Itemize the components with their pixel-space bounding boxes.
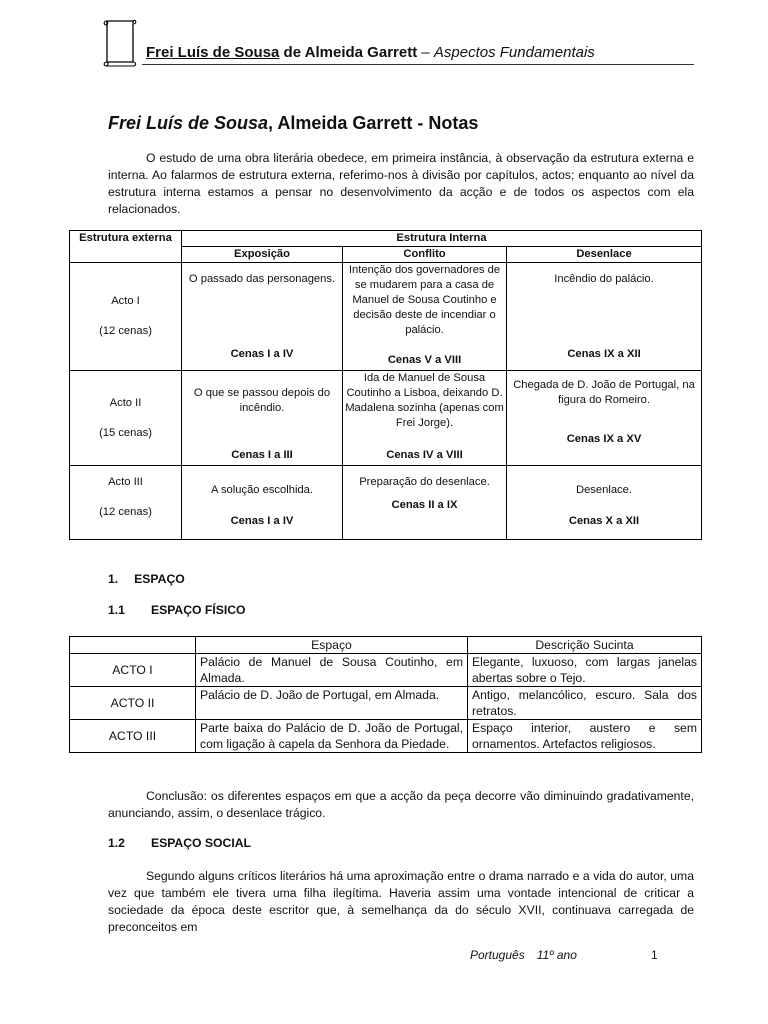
- col-desc: Descrição Sucinta: [468, 637, 702, 654]
- conflito-cenas: Cenas IV a VIII: [386, 449, 463, 461]
- header-subtitle: Aspectos Fundamentais: [433, 44, 595, 61]
- section-1-1-number: 1.1: [108, 603, 125, 617]
- conflito-cell: [343, 371, 507, 466]
- table-row: [70, 654, 702, 687]
- table-row: [70, 687, 702, 720]
- section-1-2-number: 1.2: [108, 836, 125, 850]
- header-connector: de Almeida Garrett: [283, 44, 418, 61]
- header-dash: –: [421, 44, 430, 61]
- footer-subject-text: Português: [470, 948, 525, 962]
- page-number: 1: [651, 948, 658, 962]
- space-desc: Espaço interior, austero e sem ornamentos. Artefactos religiosos.: [468, 720, 702, 753]
- desenlace-text: Incêndio do palácio.: [554, 273, 654, 285]
- header-title: [146, 44, 595, 61]
- footer-year: 11º ano: [536, 948, 577, 962]
- social-text: Segundo alguns críticos literários há uma aproximação entre o drama narrado e a vida do autor, uma vez que também ele tivera uma filha ilegítima. Haveria assim uma vontade intencional de criticar a sociedade da época deste escritor que, à semelhança da do século XVII, continuava carregada de preconceitos em: [108, 869, 694, 934]
- desenlace-cell: [507, 263, 702, 371]
- title-work: Frei Luís de Sousa: [108, 113, 269, 133]
- col-space: Espaço: [196, 637, 468, 654]
- act-label: Acto II: [109, 396, 142, 409]
- conflito-cenas: Cenas II a IX: [391, 499, 458, 511]
- exposicao-cell: [182, 371, 343, 466]
- conclusion-text: Conclusão: os diferentes espaços em que a acção da peça decorre vão diminuindo gradativamente, anunciando, assim, o desenlace trágico.: [108, 789, 694, 820]
- col-desenlace: Desenlace: [507, 247, 702, 263]
- header-rule: [142, 64, 694, 65]
- desenlace-cenas: Cenas IX a XV: [566, 433, 642, 445]
- exposicao-text: O passado das personagens.: [188, 273, 336, 285]
- space-text: Palácio de Manuel de Sousa Coutinho, em Almada.: [196, 654, 468, 687]
- act-label: Acto I: [111, 295, 140, 307]
- social-paragraph: [108, 868, 694, 936]
- space-table: [69, 636, 702, 753]
- desenlace-text: Desenlace.: [576, 484, 632, 496]
- desenlace-text: Chegada de D. João de Portugal, na figura do Romeiro.: [513, 379, 695, 406]
- conflito-cell: [343, 263, 507, 371]
- section-1-heading: [108, 572, 185, 586]
- exposicao-cenas: Cenas I a IV: [230, 348, 294, 360]
- section-1-1-label: ESPAÇO FÍSICO: [150, 603, 246, 617]
- structure-table: [69, 230, 702, 540]
- exposicao-text: A solução escolhida.: [211, 484, 313, 496]
- act-scenes: (12 cenas): [99, 325, 152, 337]
- conflito-cenas: Cenas V a VIII: [387, 354, 462, 366]
- intro-text: O estudo de uma obra literária obedece, em primeira instância, à observação da estrutura externa e interna. Ao falarmos de estrutura externa, referimo-nos à divisão por capítulos, actos; enquanto ao nível da estrutura interna estamos a pensar no desenvolvimento da acção e de todos os aspectos com ela relacionados.: [108, 151, 694, 216]
- space-text: Parte baixa do Palácio de D. João de Portugal, com ligação à capela da Senhora da Piedade.: [196, 720, 468, 753]
- exposicao-text: O que se passou depois do incêndio.: [193, 387, 331, 414]
- act-scenes: (15 cenas): [99, 426, 152, 439]
- exposicao-cell: [182, 263, 343, 371]
- footer-subject: [470, 948, 577, 962]
- exposicao-cenas: Cenas I a IV: [230, 515, 294, 527]
- col-exposicao: Exposição: [182, 247, 343, 263]
- act-label: Acto III: [108, 476, 143, 488]
- conflito-text: Intenção dos governadores de se mudarem para a casa de Manuel de Sousa Coutinho e decisão deste de incendiar o palácio.: [348, 264, 501, 336]
- section-1-label: ESPAÇO: [134, 572, 185, 586]
- act-cell: [70, 263, 182, 371]
- section-1-2-heading: [108, 836, 251, 850]
- conclusion-paragraph: [108, 788, 694, 822]
- header-work: Frei Luís de Sousa: [146, 44, 280, 61]
- section-1-2-label: ESPAÇO SOCIAL: [150, 836, 251, 850]
- table-row: [70, 263, 702, 371]
- space-desc: Elegante, luxuoso, com largas janelas abertas sobre o Tejo.: [468, 654, 702, 687]
- col-empty: [70, 637, 196, 654]
- title-rest: , Almeida Garrett - Notas: [268, 113, 479, 133]
- space-act: ACTO II: [70, 687, 196, 720]
- table-row: [70, 371, 702, 466]
- page-title: [108, 113, 478, 134]
- space-text: Palácio de D. João de Portugal, em Almada.: [196, 687, 468, 720]
- conflito-cell: [343, 466, 507, 540]
- table-row: [70, 466, 702, 540]
- conflito-text: Preparação do desenlace.: [359, 476, 490, 488]
- intro-paragraph: [108, 150, 694, 218]
- conflito-text: Ida de Manuel de Sousa Coutinho a Lisboa, deixando D. Madalena sozinha (apenas com Frei Jorge).: [345, 372, 504, 429]
- space-act: ACTO I: [70, 654, 196, 687]
- section-1-number: 1.: [108, 572, 119, 586]
- scroll-icon: [100, 16, 138, 68]
- section-1-1-heading: [108, 603, 246, 617]
- space-desc: Antigo, melancólico, escuro. Sala dos retratos.: [468, 687, 702, 720]
- exposicao-cell: [182, 466, 343, 540]
- desenlace-cell: [507, 371, 702, 466]
- act-scenes: (12 cenas): [99, 506, 152, 518]
- table-row: [70, 720, 702, 753]
- space-act: ACTO III: [70, 720, 196, 753]
- exposicao-cenas: Cenas I a III: [231, 449, 293, 461]
- desenlace-cenas: Cenas IX a XII: [567, 348, 641, 360]
- col-conflito: Conflito: [343, 247, 507, 263]
- act-cell: [70, 466, 182, 540]
- desenlace-cell: [507, 466, 702, 540]
- col-internal: Estrutura Interna: [182, 231, 702, 247]
- act-cell: [70, 371, 182, 466]
- desenlace-cenas: Cenas X a XII: [568, 515, 640, 527]
- col-external: Estrutura externa: [70, 231, 182, 263]
